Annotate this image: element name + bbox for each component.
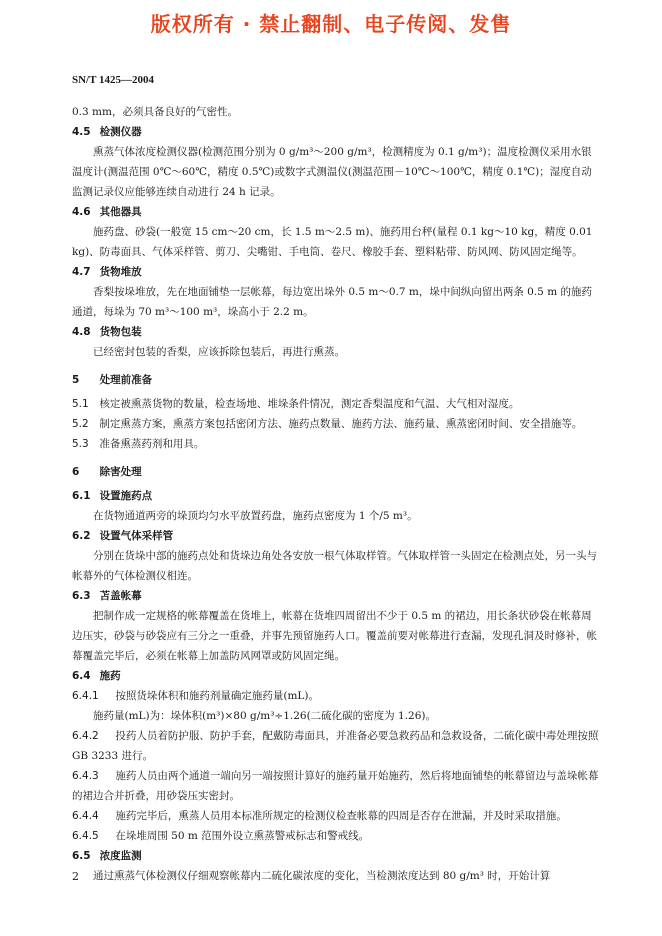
numbered-item-6-4-5	[72, 826, 600, 846]
section-title: 设置施药点	[99, 490, 153, 502]
section-heading-4-5	[72, 122, 600, 142]
paragraph: 施药盘、砂袋(一般宽 15 cm～20 cm，长 1.5 m～2.5 m)、施药用台秤(量程 0.1 kg～10 kg，精度 0.01 kg)、防毒面具、气体采样管、剪刀、尖嘴钳、手电筒、卷尺、橡胶手套、塑料粘带、防风网、防风固定绳等。	[72, 226, 593, 258]
numbered-item-5-3	[72, 434, 600, 454]
section-heading-4-7	[72, 262, 600, 282]
paragraph: 香梨按垛堆放，先在地面铺垫一层帐幕，每边宽出垛外 0.5 m～0.7 m，垛中间纵向留出两条 0.5 m 的施药通道，每垛为 70 m³～100 m³，垛高小于 2.2 m。	[72, 286, 592, 318]
section-number: 4.5	[72, 126, 91, 138]
section-heading-6-3	[72, 586, 600, 606]
item-text: 按照货垛体积和施药剂量确定施药量(mL)。	[115, 690, 319, 702]
section-heading-4-6	[72, 202, 600, 222]
section-number: 5	[72, 374, 80, 386]
section-title: 苫盖帐幕	[99, 590, 142, 602]
section-number: 6.1	[72, 490, 91, 502]
item-text: 施药人员由两个通道一端向另一端按照计算好的施药量开始施药，然后将地面铺垫的帐幕留边与盖垛帐幕的裙边合并折叠，用砂袋压实密封。	[72, 770, 599, 802]
item-text: 制定熏蒸方案，熏蒸方案包括密闭方法、施药点数量、施药方法、施药量、熏蒸密闭时间、安全措施等。	[99, 418, 583, 430]
standard-code: SN/T 1425—2004	[72, 74, 155, 86]
paragraph: 0.3 mm，必须具备良好的气密性。	[72, 106, 238, 118]
paragraph: 分别在货垛中部的施药点处和货垛边角处各安放一根气体取样管。气体取样管一头固定在检测点处，另一头与帐幕外的气体检测仪相连。	[72, 550, 597, 582]
section-title: 施药	[99, 670, 121, 682]
section-title: 其他器具	[99, 206, 142, 218]
numbered-item-6-4-1	[72, 686, 600, 706]
section-title: 浓度监测	[99, 850, 142, 862]
numbered-item-5-1	[72, 394, 600, 414]
section-heading-6-2	[72, 526, 600, 546]
paragraph: 把制作成一定规格的帐幕覆盖在货堆上，帐幕在货堆四周留出不少于 0.5 m 的裙边，用长条状砂袋在帐幕周边压实，砂袋与砂袋应有三分之一重叠，并事先预留施药人口。覆盖前要对帐幕进行查漏，发现孔洞及时修补，帐幕覆盖完毕后，必须在帐幕上加盖防风网罩或防风固定绳。	[72, 610, 597, 662]
section-number: 4.6	[72, 206, 91, 218]
item-text: 施药完毕后，熏蒸人员用本标准所规定的检测仪检查帐幕的四周是否存在泄漏，并及时采取措施。	[115, 810, 567, 822]
item-number: 5.2	[72, 418, 89, 430]
paragraph: 熏蒸气体浓度检测仪器(检测范围分别为 0 g/m³～200 g/m³，检测精度为 0.1 g/m³)；温度检测仪采用水银温度计(测温范围 0℃～60℃，精度 0.5℃)或数字式测温仪(测温范围－10℃～100℃，精度 0.1℃)；湿度自动监测记录仪应能够连续自动进行 24 h 记录。	[72, 146, 592, 198]
section-heading-4-8	[72, 322, 600, 342]
section-number: 6.5	[72, 850, 91, 862]
item-number: 6.4.2	[72, 730, 99, 742]
section-number: 6.4	[72, 670, 91, 682]
section-heading-6	[72, 462, 600, 482]
paragraph: 已经密封包装的香梨，应该拆除包装后，再进行熏蒸。	[93, 346, 345, 358]
document-body	[72, 102, 600, 886]
item-number: 5.1	[72, 398, 89, 410]
item-number: 6.4.5	[72, 830, 99, 842]
section-heading-6-4	[72, 666, 600, 686]
section-title: 除害处理	[99, 466, 142, 478]
section-number: 6	[72, 466, 80, 478]
item-text: 准备熏蒸药剂和用具。	[99, 438, 205, 450]
page-number: 2	[72, 870, 79, 883]
copyright-watermark: 版权所有 · 禁止翻制、电子传阅、发售	[150, 12, 512, 36]
item-text: 在垛堆周围 50 m 范围外设立熏蒸警戒标志和警戒线。	[115, 830, 370, 842]
numbered-item-6-4-2	[72, 726, 600, 766]
section-title: 货物包装	[99, 326, 142, 338]
section-title: 设置气体采样管	[99, 530, 174, 542]
section-title: 货物堆放	[99, 266, 142, 278]
section-heading-6-5	[72, 846, 600, 866]
numbered-item-5-2	[72, 414, 600, 434]
section-heading-5	[72, 370, 600, 390]
item-text: 核定被熏蒸货物的数量，检查场地、堆垛条件情况，测定香梨温度和气温、大气相对湿度。	[99, 398, 520, 410]
section-number: 6.3	[72, 590, 91, 602]
section-number: 6.2	[72, 530, 91, 542]
section-number: 4.8	[72, 326, 91, 338]
paragraph: 通过熏蒸气体检测仪仔细观察帐幕内二硫化碳浓度的变化，当检测浓度达到 80 g/m³ 时，开始计算	[93, 870, 551, 882]
item-number: 6.4.4	[72, 810, 99, 822]
item-text: 投药人员着防护服、防护手套，配戴防毒面具，并准备必要急救药品和急救设备，二硫化碳中毒处理按照 GB 3233 进行。	[72, 730, 599, 762]
section-number: 4.7	[72, 266, 91, 278]
item-number: 6.4.3	[72, 770, 99, 782]
section-title: 检测仪器	[99, 126, 142, 138]
item-number: 6.4.1	[72, 690, 99, 702]
numbered-item-6-4-3	[72, 766, 600, 806]
section-title: 处理前准备	[99, 374, 153, 386]
numbered-item-6-4-4	[72, 806, 600, 826]
item-number: 5.3	[72, 438, 89, 450]
formula-line: 施药量(mL)为：垛体积(m³)×80 g/m³÷1.26(二硫化碳的密度为 1.26)。	[93, 710, 436, 722]
paragraph: 在货物通道两旁的垛顶均匀水平放置药盘，施药点密度为 1 个/5 m³。	[93, 510, 418, 522]
section-heading-6-1	[72, 486, 600, 506]
